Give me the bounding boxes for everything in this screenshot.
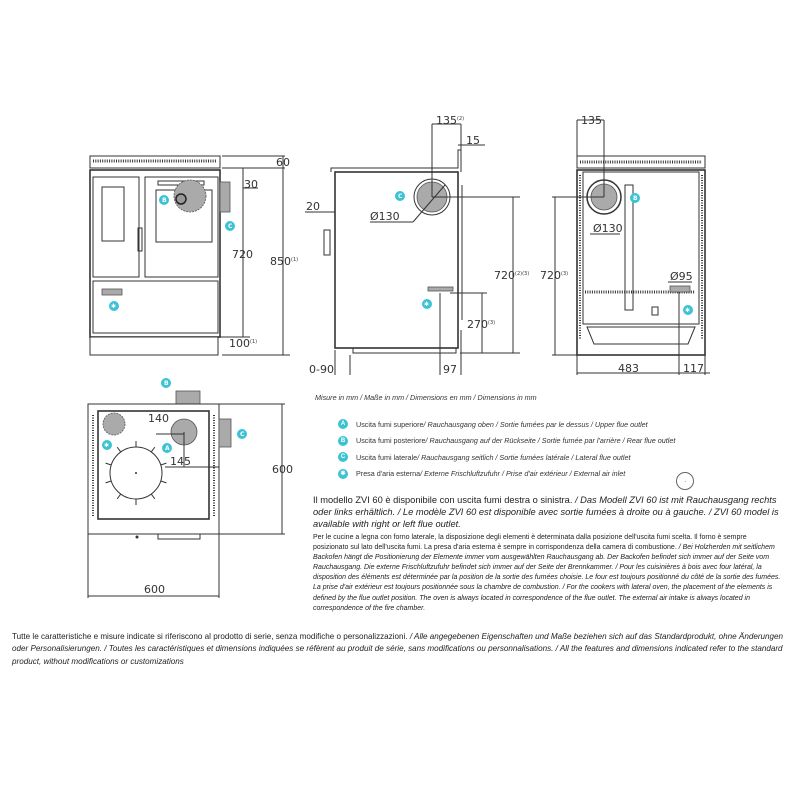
dim-side-720: 720: [494, 269, 515, 282]
svg-text:100(1): 100$^{(1)}$: [229, 337, 258, 350]
dim-side-d130: Ø130: [370, 210, 400, 223]
dim-front-850: 850: [270, 255, 291, 268]
svg-text:A: A: [165, 445, 170, 452]
svg-text:270(3): 270$^{(3)}$: [467, 318, 496, 331]
units-note: Misure in mm / Maße in mm / Dimensions en mm / Dimensions in mm: [315, 393, 537, 402]
dim-top-600-width: 600: [144, 583, 165, 596]
badge-c: C: [228, 223, 233, 230]
dim-front-30: 30: [244, 178, 258, 191]
dim-back-d130: Ø130: [593, 222, 623, 235]
badge-b: B: [162, 197, 167, 204]
svg-text:850(1): 850$^{(1)}$: [270, 255, 299, 268]
dim-side-270: 270: [467, 318, 488, 331]
dim-side-15: 15: [466, 134, 480, 147]
dim-back-d95: Ø95: [670, 270, 693, 283]
dim-side-0-90: 0-90: [309, 363, 334, 376]
model-note: Il modello ZVI 60 è disponibile con uscita fumi destra o sinistra. / Das Modell ZVI 60 ist mit Rauchausgang rechts oder links erhältlich. / Le modèle ZVI 60 est disponible avec sortie fumées à droite ou à gauche. / ZVI 60 model is available with right or left flue outlet.: [313, 495, 779, 529]
certification-logo: ◔: [676, 472, 694, 490]
svg-text:135(2): 135$^{(2)}$: [436, 114, 465, 127]
dim-back-720: 720: [540, 269, 561, 282]
dim-top-600-depth: 600: [272, 463, 293, 476]
svg-text:B: B: [633, 195, 638, 202]
dim-back-483: 483: [618, 362, 639, 375]
legend-item: ✱ Presa d'aria esterna / Externe Frischluftzufuhr / Prise d'air extérieur / External air inlet: [338, 466, 675, 483]
legend-item: C Uscita fumi laterale / Rauchausgang seitlich / Sortie fumées latérale / Lateral flue outlet: [338, 449, 675, 466]
side-view: [305, 114, 529, 376]
dim-front-60: 60: [276, 156, 290, 169]
svg-text:720(2)(3): $720^{(2)(3)}$: [494, 269, 530, 282]
layout-note: Per le cucine a legna con forno laterale, la disposizione degli elementi è determinata dalla posizione dell'uscita fumi scelta. Il forno è sempre posizionato sul lato dell'uscita fumi. La presa d'aria esterna è sempre in corrispondenza della camera di combustione. / Bei Holzherden mit seitlichem Backofen hängt die Positionierung der Elemente immer vom ausgewählten Rauchausgang ab. Der Backofen befindet sich immer auf der Seite vom Rauchausgang. Die externe Frischluftzufuhr befindet sich immer auf der Seite der Brennkammer. / Pour les cuisinières à bois avec four latéral, la disposition des éléments est déterminée par la position de la sortie des fumées choisie. Le four est toujours positionné du côté de la sortie des fumées. La prise d'air extérieur est toujours positionnée sous la chambre de combustion. / For the cookers with lateral oven, the placement of the elements is defined by the flue outlet position. The oven is always located in correspondence of the flue outlet. The external air intake is always located in correspondence of the fire chamber.: [313, 534, 781, 612]
legend: [338, 416, 675, 482]
back-view: [540, 114, 710, 375]
dim-side-97: 97: [443, 363, 457, 376]
legend-item: B Uscita fumi posteriore / Rauchausgang auf der Rückseite / Sortie fumée par l'arrière / Rear flue outlet: [338, 433, 675, 450]
svg-text:B: B: [164, 380, 169, 387]
dim-top-140: 140: [148, 412, 169, 425]
svg-text:✱: ✱: [104, 442, 110, 449]
svg-text:✱: ✱: [685, 307, 691, 314]
dim-side-20: 20: [306, 200, 320, 213]
footer-disclaimer: Tutte le caratteristiche e misure indicate si riferiscono al prodotto di serie, senza modifiche o personalizzazioni. / Alle angegebenen Eigenschaften und Maße beziehen sich auf das Standardprodukt, ohne Änderungen oder Personalisierungen. / Toutes les caractéristiques et dimensions indiquées se réfèrent au produit de série, sans modifications ou personnalisations. / All the features and dimensions indicated refer to the standard product, without modifications or customizations: [12, 632, 784, 666]
dim-top-145: 145: [170, 455, 191, 468]
top-view: [88, 378, 293, 598]
svg-text:✱: ✱: [424, 301, 430, 308]
svg-text:C: C: [240, 431, 245, 438]
dim-back-117: 117: [683, 362, 704, 375]
dim-front-720: 720: [232, 248, 253, 261]
dim-side-135: 135: [436, 114, 457, 127]
dim-back-135: 135: [581, 114, 602, 127]
legend-item: A Uscita fumi superiore / Rauchausgang oben / Sortie fumées par le dessus / Upper flue outlet: [338, 416, 675, 433]
dim-front-100: 100: [229, 337, 250, 350]
svg-text:C: C: [398, 193, 403, 200]
front-view: [90, 156, 298, 355]
badge-air: ✱: [111, 303, 117, 310]
svg-text:720(3): 720$^{(3)}$: [540, 269, 569, 282]
